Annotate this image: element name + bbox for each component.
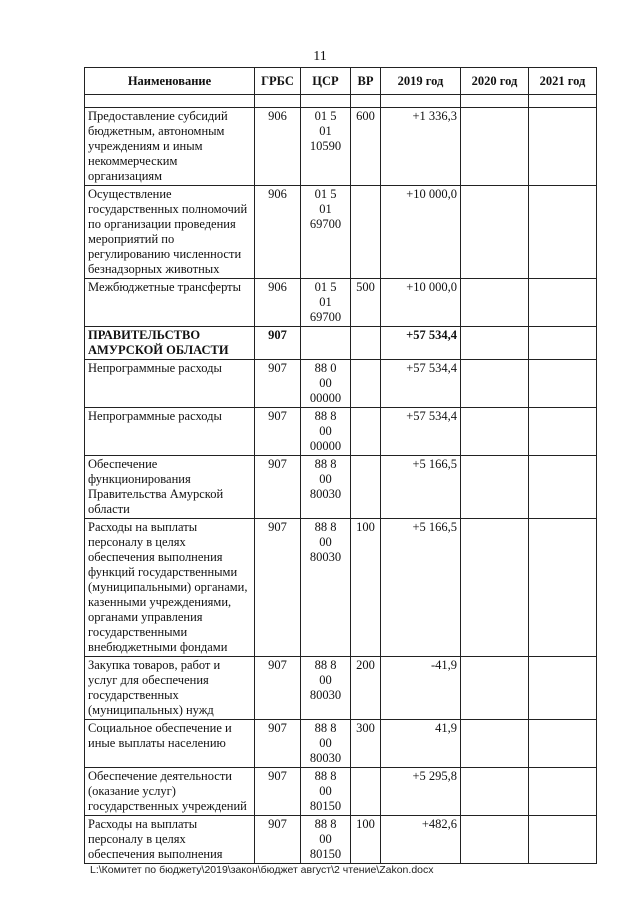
cell-2021 — [529, 108, 597, 186]
cell-2020 — [461, 456, 529, 519]
header-name: Наименование — [85, 68, 255, 95]
header-spacer-row — [85, 95, 597, 108]
cell-2021 — [529, 186, 597, 279]
cell-grbs: 907 — [255, 456, 301, 519]
cell-2021 — [529, 327, 597, 360]
cell-vr: 100 — [351, 519, 381, 657]
cell-name: Расходы на выплаты персоналу в целях обеспечения выполнения — [85, 816, 255, 864]
cell-csr — [301, 327, 351, 360]
table-row — [85, 519, 597, 657]
cell-2020 — [461, 519, 529, 657]
cell-vr: 500 — [351, 279, 381, 327]
table-row — [85, 816, 597, 864]
cell-vr — [351, 186, 381, 279]
cell-2020 — [461, 408, 529, 456]
cell-csr: 88 8 00 80030 — [301, 720, 351, 768]
cell-grbs: 907 — [255, 657, 301, 720]
cell-name: Предоставление субсидий бюджетным, автономным учреждениям и иным некоммерческим организациям — [85, 108, 255, 186]
cell-2019: 41,9 — [381, 720, 461, 768]
header-2019: 2019 год — [381, 68, 461, 95]
cell-csr: 01 5 01 69700 — [301, 186, 351, 279]
cell-vr: 600 — [351, 108, 381, 186]
cell-csr: 88 8 00 80150 — [301, 768, 351, 816]
cell-vr: 300 — [351, 720, 381, 768]
header-vr: ВР — [351, 68, 381, 95]
cell-vr — [351, 768, 381, 816]
cell-2021 — [529, 657, 597, 720]
cell-2019: +5 166,5 — [381, 456, 461, 519]
cell-csr: 88 8 00 80030 — [301, 657, 351, 720]
table-header-row — [85, 68, 597, 95]
cell-csr: 88 8 00 80030 — [301, 456, 351, 519]
cell-csr: 88 8 00 80150 — [301, 816, 351, 864]
cell-grbs: 907 — [255, 519, 301, 657]
cell-name: Обеспечение функционирования Правительства Амурской области — [85, 456, 255, 519]
cell-2021 — [529, 519, 597, 657]
cell-2020 — [461, 657, 529, 720]
cell-2020 — [461, 327, 529, 360]
cell-vr — [351, 327, 381, 360]
cell-2021 — [529, 720, 597, 768]
cell-2019: +10 000,0 — [381, 279, 461, 327]
cell-2020 — [461, 816, 529, 864]
cell-grbs: 907 — [255, 816, 301, 864]
cell-grbs: 907 — [255, 408, 301, 456]
cell-2019: +10 000,0 — [381, 186, 461, 279]
cell-2021 — [529, 768, 597, 816]
cell-csr: 01 5 01 10590 — [301, 108, 351, 186]
cell-name: Непрограммные расходы — [85, 408, 255, 456]
cell-name: ПРАВИТЕЛЬСТВО АМУРСКОЙ ОБЛАСТИ — [85, 327, 255, 360]
table-row — [85, 279, 597, 327]
table-row — [85, 360, 597, 408]
cell-vr: 100 — [351, 816, 381, 864]
cell-vr — [351, 456, 381, 519]
budget-table — [84, 67, 597, 864]
page-number: 11 — [313, 49, 327, 64]
cell-grbs: 907 — [255, 720, 301, 768]
header-grbs: ГРБС — [255, 68, 301, 95]
cell-2019: +5 166,5 — [381, 519, 461, 657]
cell-csr: 01 5 01 69700 — [301, 279, 351, 327]
cell-2021 — [529, 360, 597, 408]
cell-vr: 200 — [351, 657, 381, 720]
cell-grbs: 907 — [255, 327, 301, 360]
cell-grbs: 907 — [255, 360, 301, 408]
cell-2020 — [461, 720, 529, 768]
cell-2019: -41,9 — [381, 657, 461, 720]
cell-2019: +5 295,8 — [381, 768, 461, 816]
cell-2019: +57 534,4 — [381, 327, 461, 360]
table-row — [85, 657, 597, 720]
table-row — [85, 327, 597, 360]
cell-name: Осуществление государственных полномочий по организации проведения мероприятий по регулированию численности безнадзорных животных — [85, 186, 255, 279]
cell-2019: +1 336,3 — [381, 108, 461, 186]
cell-vr — [351, 360, 381, 408]
table-row — [85, 456, 597, 519]
cell-csr: 88 0 00 00000 — [301, 360, 351, 408]
table-row — [85, 720, 597, 768]
cell-name: Непрограммные расходы — [85, 360, 255, 408]
header-csr: ЦСР — [301, 68, 351, 95]
file-path-footer: L:\Комитет по бюджету\2019\закон\бюджет август\2 чтение\Zakon.docx — [90, 864, 434, 876]
cell-2020 — [461, 768, 529, 816]
cell-grbs: 906 — [255, 108, 301, 186]
cell-csr: 88 8 00 00000 — [301, 408, 351, 456]
table-row — [85, 186, 597, 279]
cell-csr: 88 8 00 80030 — [301, 519, 351, 657]
cell-2021 — [529, 816, 597, 864]
table-row — [85, 408, 597, 456]
cell-vr — [351, 408, 381, 456]
cell-2021 — [529, 279, 597, 327]
cell-2019: +482,6 — [381, 816, 461, 864]
header-2021: 2021 год — [529, 68, 597, 95]
cell-name: Расходы на выплаты персоналу в целях обеспечения выполнения функций государственными (муниципальными) органами, казенными учреждениями, органами управления государственными внебюджетными фондами — [85, 519, 255, 657]
cell-2019: +57 534,4 — [381, 408, 461, 456]
cell-name: Закупка товаров, работ и услуг для обеспечения государственных (муниципальных) нужд — [85, 657, 255, 720]
table-row — [85, 768, 597, 816]
cell-grbs: 906 — [255, 186, 301, 279]
cell-2021 — [529, 456, 597, 519]
cell-grbs: 906 — [255, 279, 301, 327]
cell-name: Социальное обеспечение и иные выплаты населению — [85, 720, 255, 768]
cell-2020 — [461, 279, 529, 327]
table-body — [85, 95, 597, 864]
table-row — [85, 108, 597, 186]
cell-2020 — [461, 108, 529, 186]
cell-name: Обеспечение деятельности (оказание услуг) государственных учреждений — [85, 768, 255, 816]
cell-2019: +57 534,4 — [381, 360, 461, 408]
cell-name: Межбюджетные трансферты — [85, 279, 255, 327]
header-2020: 2020 год — [461, 68, 529, 95]
cell-2020 — [461, 186, 529, 279]
cell-2021 — [529, 408, 597, 456]
cell-2020 — [461, 360, 529, 408]
cell-grbs: 907 — [255, 768, 301, 816]
